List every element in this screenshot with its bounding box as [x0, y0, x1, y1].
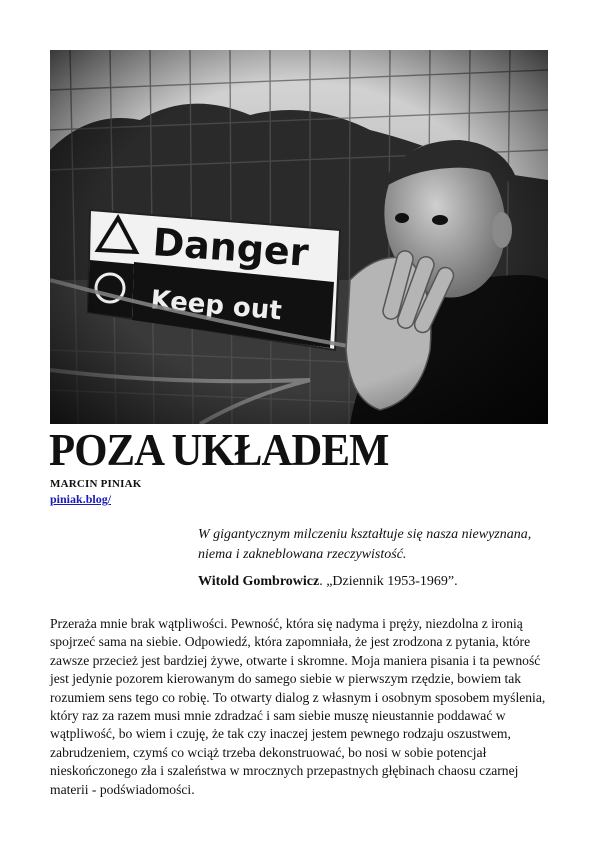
author-name: MARCIN PINIAK — [50, 478, 142, 490]
epigraph-attribution — [198, 574, 458, 590]
article-title: POZA UKŁADEM — [49, 424, 389, 475]
epigraph-quote — [198, 525, 543, 565]
body-paragraph: Przeraża mnie brak wątpliwości. Pewność, która się nadyma i pręży, niezdolna z ironią spojrzeć sama na siebie. Odpowiedź, która zapomniała, że jest zrodzona z pytania, które zawsze przecież jest bardziej żywe, otwarte i skromne. Moja maniera pisania i ta pewność jest jedynie pozorem kierowanym do samego siebie w pierwszym rzędzie, bowiem tak rozumiem sens tego co robię. To otwarty dialog z własnym i osobnym sposobem myślenia, który raz za razem musi mnie zdradzać i sam siebie muszę nieustannie poddawać w wątpliwość, bo wiem i czuję, że tak czy inaczej jestem pewnego rodzaju oszustwem, zabrudzeniem, czymś co wciąż trzeba dekonstruować, bo nosi w sobie potencjał nieskończonego zła i szaleństwa w mrocznych przepastnych głębinach chaosu czarnej materii - podświadomości. — [50, 616, 546, 797]
epigraph-line-2: niema i zakneblowana rzeczywistość. — [198, 547, 407, 562]
author-blog-link[interactable]: piniak.blog/ — [50, 492, 112, 506]
epigraph-author: Witold Gombrowicz — [198, 574, 320, 589]
epigraph-line-1: W gigantycznym milczeniu kształtuje się nasza niewyznana, — [198, 527, 532, 542]
epigraph-source: . „Dziennik 1953-1969”. — [319, 574, 458, 589]
header-photo — [50, 50, 548, 424]
